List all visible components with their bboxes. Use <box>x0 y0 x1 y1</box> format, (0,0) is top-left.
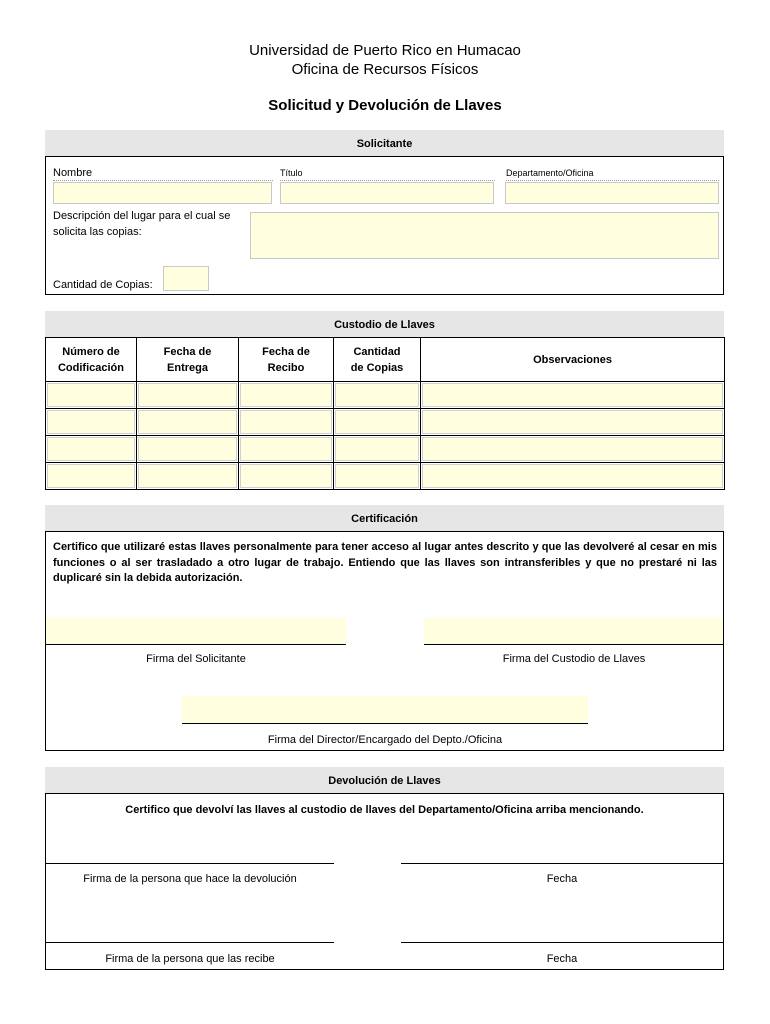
cell-field[interactable] <box>240 383 332 407</box>
column-header-line: Observaciones <box>533 353 612 366</box>
cell-field[interactable] <box>422 437 723 461</box>
solicitante-section-title: Solicitante <box>45 130 724 156</box>
cell-field[interactable] <box>138 437 237 461</box>
column-header-line: Entrega <box>167 361 208 374</box>
table-cell <box>46 409 137 436</box>
cantidad-label: Cantidad de Copias: <box>53 279 153 291</box>
cell-field[interactable] <box>240 437 332 461</box>
column-header <box>239 338 334 382</box>
table-cell <box>421 382 725 409</box>
column-header-line: Recibo <box>267 361 305 374</box>
cell-field[interactable] <box>47 383 135 407</box>
fecha-devolucion-label: Fecha <box>546 873 578 885</box>
firma-custodio-line <box>424 644 723 645</box>
custodio-section-title: Custodio de Llaves <box>45 311 724 337</box>
firma-solicitante-line <box>46 644 346 645</box>
titulo-label: Título <box>280 168 303 178</box>
firma-director-line <box>182 723 588 724</box>
cell-field[interactable] <box>138 464 237 488</box>
column-header-line: Fecha de <box>262 345 310 358</box>
firma-custodio-field[interactable] <box>424 618 723 644</box>
firma-recibe-label: Firma de la persona que las recibe <box>105 953 275 965</box>
column-header-line: Fecha de <box>163 345 212 358</box>
table-cell <box>334 409 421 436</box>
departamento-field[interactable] <box>505 182 719 204</box>
firma-solicitante-label: Firma del Solicitante <box>146 653 246 665</box>
column-header <box>137 338 239 382</box>
table-row <box>46 463 725 490</box>
table-row <box>46 409 725 436</box>
devolucion-section-title: Devolución de Llaves <box>45 767 724 793</box>
table-cell <box>239 409 334 436</box>
cantidad-field[interactable] <box>163 266 209 291</box>
table-cell <box>46 382 137 409</box>
nombre-field[interactable] <box>53 182 272 204</box>
descripcion-label: Descripción del lugar para el cual se solicita las copias: <box>53 210 231 238</box>
table-cell <box>334 436 421 463</box>
column-header-line: de Copias <box>350 361 404 374</box>
cell-field[interactable] <box>335 464 419 488</box>
document-title: Solicitud y Devolución de Llaves <box>268 97 502 114</box>
column-header-line: Cantidad <box>353 345 401 358</box>
cell-field[interactable] <box>422 464 723 488</box>
table-cell <box>334 382 421 409</box>
table-cell <box>137 463 239 490</box>
cell-field[interactable] <box>240 410 332 434</box>
table-cell <box>46 463 137 490</box>
table-row <box>46 382 725 409</box>
certificacion-section-title: Certificación <box>45 505 724 531</box>
cell-field[interactable] <box>422 383 723 407</box>
table-cell <box>334 463 421 490</box>
nombre-label: Nombre <box>53 167 93 179</box>
table-cell <box>239 463 334 490</box>
firma-devolucion-label: Firma de la persona que hace la devolución <box>83 873 297 885</box>
cell-field[interactable] <box>240 464 332 488</box>
column-header <box>46 338 137 382</box>
table-row <box>46 436 725 463</box>
departamento-label: Departamento/Oficina <box>506 168 594 178</box>
column-header-line: Codificación <box>57 361 124 374</box>
firma-director-label: Firma del Director/Encargado del Depto./Oficina <box>267 734 503 746</box>
fecha-recibe-line <box>401 942 723 943</box>
cell-field[interactable] <box>422 410 723 434</box>
cell-field[interactable] <box>47 437 135 461</box>
office-name: Oficina de Recursos Físicos <box>291 61 479 78</box>
firma-devolucion-line <box>46 863 334 864</box>
table-cell <box>46 436 137 463</box>
nombre-underline <box>53 180 273 181</box>
table-cell <box>137 436 239 463</box>
table-cell <box>421 436 725 463</box>
table-cell <box>421 409 725 436</box>
departamento-underline <box>506 180 719 181</box>
firma-custodio-label: Firma del Custodio de Llaves <box>502 653 646 665</box>
institution-name: Universidad de Puerto Rico en Humacao <box>249 42 521 59</box>
column-header <box>334 338 421 382</box>
table-cell <box>137 382 239 409</box>
cell-field[interactable] <box>138 410 237 434</box>
column-header-line: Número de <box>62 345 120 358</box>
fecha-devolucion-line <box>401 863 723 864</box>
firma-director-field[interactable] <box>182 696 588 723</box>
certificacion-text: Certifico que utilizaré estas llaves personalmente para tener acceso al lugar antes descrito y que las devolveré al cesar en mis funciones o al ser trasladado a otro lugar de trabajo. Entiendo que las llaves son intransferibles y que no prestaré ni las duplicaré sin la debida autorización. <box>53 541 717 584</box>
cell-field[interactable] <box>138 383 237 407</box>
descripcion-field[interactable] <box>250 212 719 259</box>
cell-field[interactable] <box>47 410 135 434</box>
cell-field[interactable] <box>335 383 419 407</box>
cell-field[interactable] <box>335 410 419 434</box>
table-cell <box>239 436 334 463</box>
column-header <box>421 338 725 382</box>
firma-recibe-line <box>46 942 334 943</box>
table-cell <box>421 463 725 490</box>
table-cell <box>239 382 334 409</box>
table-cell <box>137 409 239 436</box>
devolucion-text: Certifico que devolví las llaves al custodio de llaves del Departamento/Oficina arriba mencionando. <box>125 804 644 816</box>
cell-field[interactable] <box>335 437 419 461</box>
titulo-underline <box>280 180 495 181</box>
fecha-recibe-label: Fecha <box>546 953 578 965</box>
custodio-table <box>45 337 725 490</box>
cell-field[interactable] <box>47 464 135 488</box>
titulo-field[interactable] <box>280 182 494 204</box>
firma-solicitante-field[interactable] <box>46 618 346 644</box>
